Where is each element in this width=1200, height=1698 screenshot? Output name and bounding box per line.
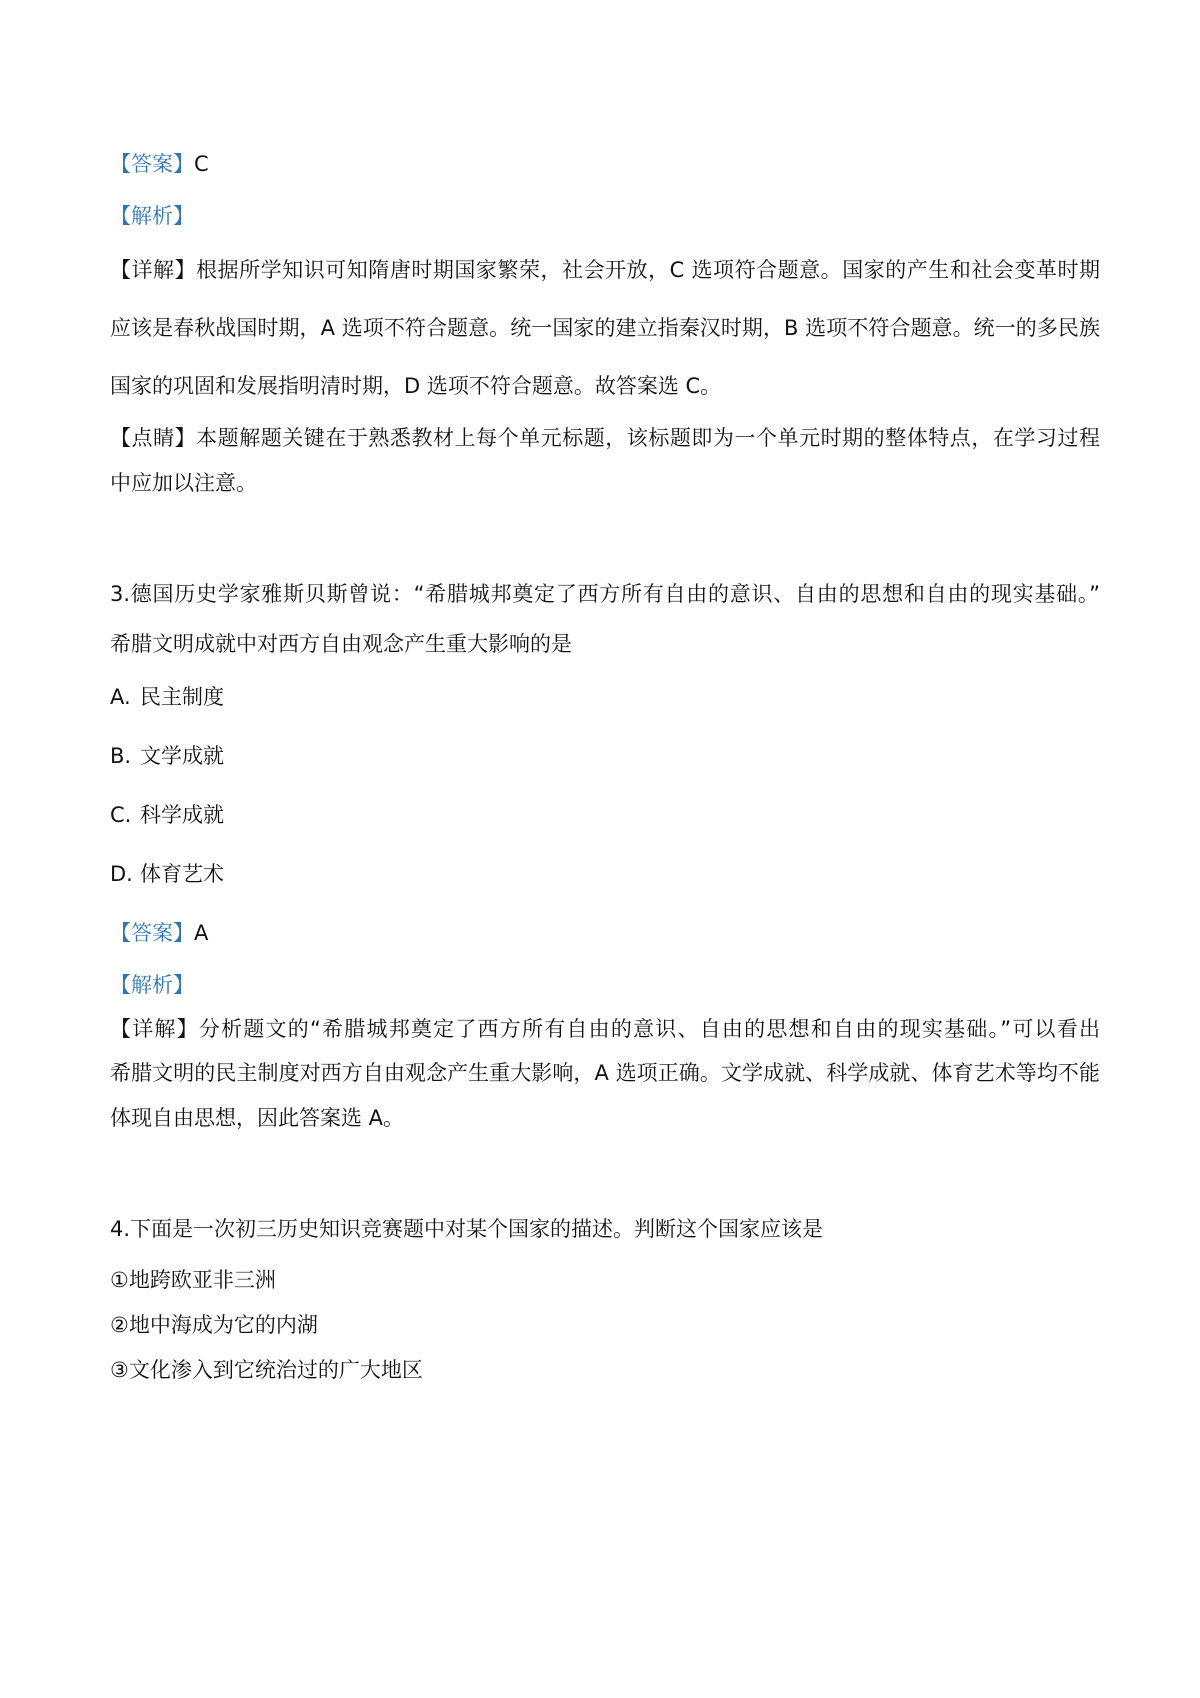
option-letter: A. xyxy=(110,685,131,709)
option-letter: D. xyxy=(110,862,133,886)
q3-answer-tag: 【答案】 xyxy=(110,921,194,945)
q2-comment-line: 中应加以注意。 xyxy=(110,471,257,495)
q2-detail-line: 应该是春秋战国时期，A 选项不符合题意。统一国家的建立指秦汉时期，B 选项不符合题意。统一的多民族 xyxy=(110,316,1100,340)
q3-option-c xyxy=(110,801,224,829)
q4-item: ③文化渗入到它统治过的广大地区 xyxy=(110,1358,423,1382)
q4-item: ①地跨欧亚非三洲 xyxy=(110,1268,276,1292)
option-letter: C. xyxy=(110,803,132,827)
q3-option-a xyxy=(110,683,224,711)
q3-detail-line: 体现自由思想，因此答案选 A。 xyxy=(110,1106,405,1130)
q2-answer xyxy=(110,150,209,178)
q2-analysis xyxy=(110,202,194,230)
q2-detail-line: 【详解】根据所学知识可知隋唐时期国家繁荣，社会开放，C 选项符合题意。国家的产生和社会变革时期 xyxy=(110,258,1100,282)
option-text: 体育艺术 xyxy=(140,862,224,886)
q3-stem-line: 希腊文明成就中对西方自由观念产生重大影响的是 xyxy=(110,632,572,656)
q3-analysis-tag: 【解析】 xyxy=(110,973,194,997)
q3-answer-value: A xyxy=(194,921,209,945)
q3-option-d xyxy=(110,860,224,888)
q3-option-b xyxy=(110,742,224,770)
q2-answer-tag: 【答案】 xyxy=(110,152,194,176)
option-text: 民主制度 xyxy=(140,685,224,709)
q3-detail-line: 【详解】分析题文的“希腊城邦奠定了西方所有自由的意识、自由的思想和自由的现实基础。”可以看出 xyxy=(110,1017,1100,1041)
q3-detail-line: 希腊文明的民主制度对西方自由观念产生重大影响，A 选项正确。文学成就、科学成就、体育艺术等均不能 xyxy=(110,1061,1100,1085)
q4-item: ②地中海成为它的内湖 xyxy=(110,1313,318,1337)
q2-comment-line: 【点睛】本题解题关键在于熟悉教材上每个单元标题，该标题即为一个单元时期的整体特点，在学习过程 xyxy=(110,426,1100,450)
q4-stem: 4.下面是一次初三历史知识竞赛题中对某个国家的描述。判断这个国家应该是 xyxy=(110,1217,824,1241)
q2-detail-line: 国家的巩固和发展指明清时期，D 选项不符合题意。故答案选 C。 xyxy=(110,374,722,398)
q3-stem-line: 3.德国历史学家雅斯贝斯曾说：“希腊城邦奠定了西方所有自由的意识、自由的思想和自由的现实基础。” xyxy=(110,582,1100,606)
q2-answer-value: C xyxy=(194,152,209,176)
q3-analysis xyxy=(110,971,194,999)
option-letter: B. xyxy=(110,744,132,768)
option-text: 文学成就 xyxy=(140,744,224,768)
option-text: 科学成就 xyxy=(140,803,224,827)
q2-analysis-tag: 【解析】 xyxy=(110,204,194,228)
q3-answer xyxy=(110,919,208,947)
